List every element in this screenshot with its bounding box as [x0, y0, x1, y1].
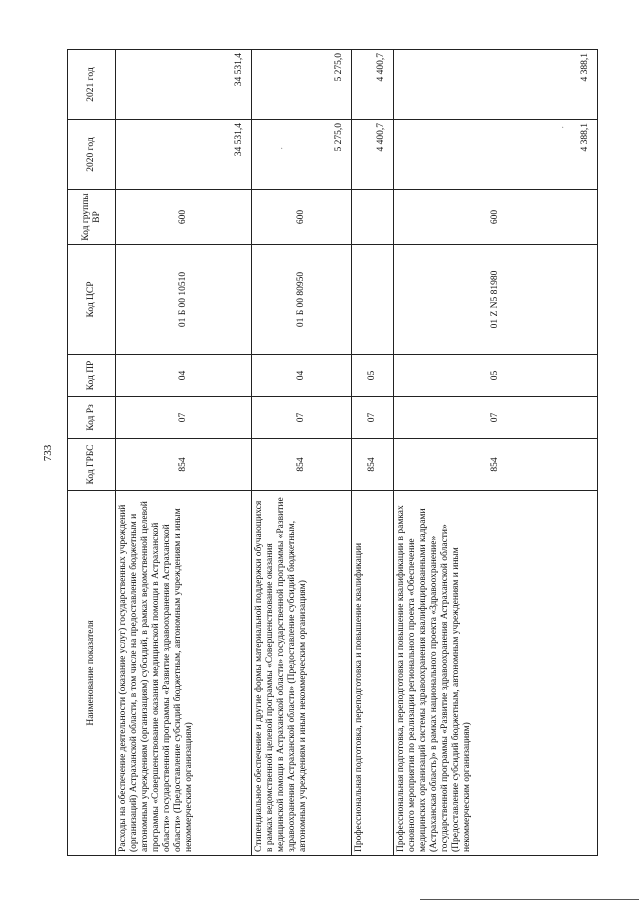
- table-row: [116, 50, 252, 856]
- row-vr: 600: [394, 190, 598, 245]
- row-2020: 5 275,0: [252, 120, 352, 190]
- row-2020: 4 400,7: [352, 120, 394, 190]
- row-name: Профессиональная подготовка, переподготовка и повышение квалификации в рамках основного мероприятия по реализации регионального проекта «Обеспечение медицинских организаций системы здравоохранения квалифицированными кадрами (Астраханская область)» в рамках национального проекта «Здравоохранение» государственной программы «Развитие здравоохранения Астраханской области» (Предоставление субсидий бюджетным, автономным учреждениям и иным некоммерческим организациям): [394, 491, 598, 856]
- row-grbs: 854: [352, 439, 394, 491]
- row-name: Расходы на обеспечение деятельности (оказание услуг) государственных учреждений (организаций) Астраханской области, в том числе на предоставление бюджетным и автономным учреждениям (организациям) субсидий, в рамках ведомственной целевой программы «Совершенствование оказания медицинской помощи в Астраханской области» государственной программы «Развитие здравоохранения Астраханской области» (Предоставление субсидий бюджетным, автономным учреждениям и иным некоммерческим организациям): [116, 491, 252, 856]
- header-grbs: Код ГРБС: [68, 439, 116, 491]
- header-rz: Код Рз: [68, 397, 116, 439]
- table-header-row: [68, 50, 116, 856]
- row-csr: 01 Б 00 80950: [252, 245, 352, 355]
- row-2021: 4 388,1: [394, 50, 598, 120]
- header-pr: Код ПР: [68, 355, 116, 397]
- row-grbs: 854: [394, 439, 598, 491]
- row-rz: 07: [116, 397, 252, 439]
- row-grbs: 854: [116, 439, 252, 491]
- budget-table-rotated: [67, 50, 597, 856]
- row-2020: 4 388,1: [394, 120, 598, 190]
- table-row: [352, 50, 394, 856]
- row-rz: 07: [352, 397, 394, 439]
- header-csr: Код ЦСР: [68, 245, 116, 355]
- row-csr: 01 Z N5 81980: [394, 245, 598, 355]
- table-row: [394, 50, 598, 856]
- row-pr: 05: [394, 355, 598, 397]
- header-vr: Код группы ВР: [68, 190, 116, 245]
- row-vr: [352, 190, 394, 245]
- row-pr: 04: [116, 355, 252, 397]
- header-name: Наименование показателя: [68, 491, 116, 856]
- row-pr: 04: [252, 355, 352, 397]
- row-rz: 07: [394, 397, 598, 439]
- row-rz: 07: [252, 397, 352, 439]
- scan-edge-line: [420, 899, 639, 900]
- header-2020: 2020 год: [68, 120, 116, 190]
- row-2021: 5 275,0: [252, 50, 352, 120]
- row-name: Стипендиальное обеспечение и другие формы материальной поддержки обучающихся в рамках ведомственной целевой программы «Совершенствование оказания медицинской помощи в Астраханской области» государственной программы «Развитие здравоохранения Астраханской области» (Предоставление субсидий бюджетным, автономным учреждениям и иным некоммерческим организациям): [252, 491, 352, 856]
- row-vr: 600: [252, 190, 352, 245]
- row-2021: 34 531,4: [116, 50, 252, 120]
- row-csr: 01 Б 00 10510: [116, 245, 252, 355]
- row-grbs: 854: [252, 439, 352, 491]
- scan-smudge-mark: ·: [280, 144, 284, 155]
- scan-smudge-mark: ·: [561, 123, 565, 134]
- page-number: 733: [42, 444, 54, 462]
- row-name: Профессиональная подготовка, переподготовка и повышение квалификации: [352, 491, 394, 856]
- row-2021: 4 400,7: [352, 50, 394, 120]
- budget-table: [67, 49, 598, 856]
- row-csr: [352, 245, 394, 355]
- table-row: [252, 50, 352, 856]
- row-vr: 600: [116, 190, 252, 245]
- header-2021: 2021 год: [68, 50, 116, 120]
- row-pr: 05: [352, 355, 394, 397]
- row-2020: 34 531,4: [116, 120, 252, 190]
